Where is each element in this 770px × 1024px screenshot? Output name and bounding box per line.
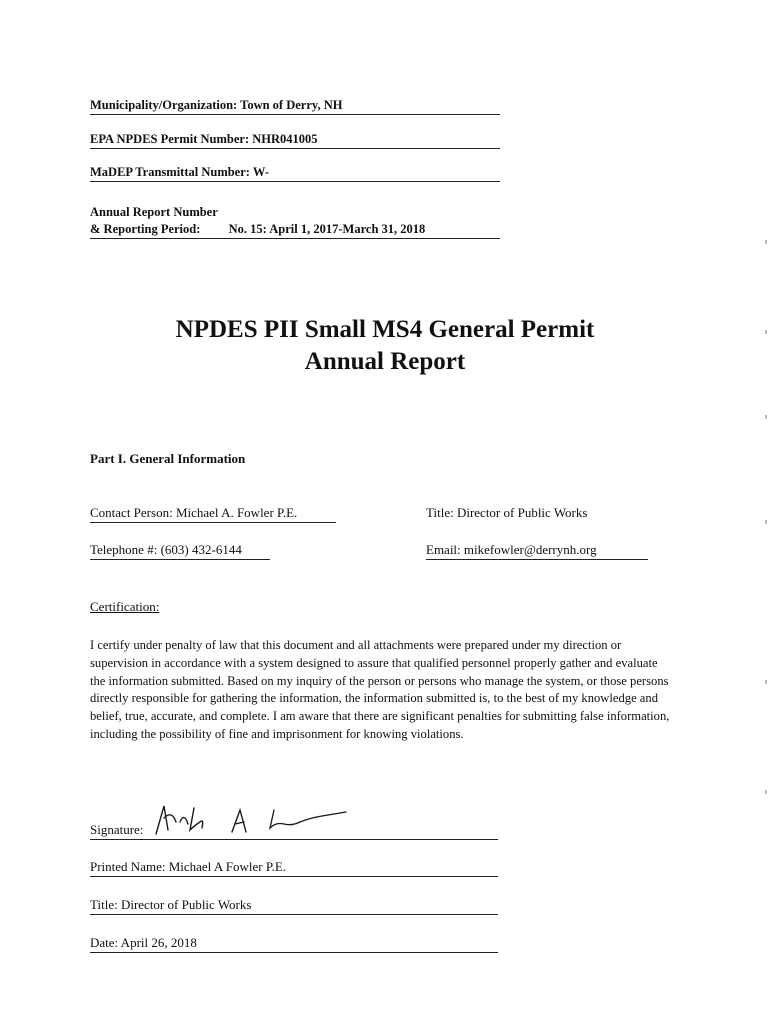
epa-permit-value: NHR041005: [252, 132, 318, 146]
scan-artifact: [765, 415, 767, 419]
municipality-label: Municipality/Organization:: [90, 98, 238, 112]
email-value: mikefowler@derrynh.org: [463, 542, 597, 557]
signer-title-line: Title: Director of Public Works: [90, 897, 498, 915]
reporting-period-label: & Reporting Period:: [90, 222, 201, 236]
contact-title-label: Title:: [426, 505, 454, 520]
report-title-line2: Annual Report: [304, 348, 466, 375]
scan-artifact: [765, 790, 767, 794]
contact-title-value: Director of Public Works: [456, 505, 588, 520]
municipality-line: [90, 97, 500, 115]
scan-artifact: [765, 680, 767, 684]
annual-report-label-1: Annual Report Number: [90, 205, 218, 219]
handwritten-signature: [150, 800, 360, 840]
epa-permit-line: [90, 131, 500, 149]
report-title-line1: NPDES PII Small MS4 General Permit: [175, 316, 595, 343]
certification-heading: Certification:: [90, 599, 160, 614]
reporting-period-line: [90, 221, 500, 239]
contact-person-line: [90, 505, 336, 523]
contact-title-line: [426, 505, 626, 522]
telephone-value: (603) 432-6144: [160, 542, 242, 557]
date-line: Date: April 26, 2018: [90, 935, 498, 953]
email-label: Email:: [426, 542, 461, 557]
scan-artifact: [765, 240, 767, 244]
scan-artifact: [765, 520, 767, 524]
madep-transmittal-label: MaDEP Transmittal Number:: [90, 165, 250, 179]
telephone-line: [90, 542, 270, 560]
epa-permit-label: EPA NPDES Permit Number:: [90, 132, 250, 146]
telephone-label: Telephone #:: [90, 542, 158, 557]
contact-person-label: Contact Person:: [90, 505, 173, 520]
email-line: [426, 542, 648, 560]
reporting-period-value: No. 15: April 1, 2017-March 31, 2018: [228, 222, 426, 236]
municipality-value: Town of Derry, NH: [240, 98, 343, 112]
certification-body: I certify under penalty of law that this document and all attachments were prepared under my direction or supervision in accordance with a system designed to assure that qualified personnel properly gather and evaluate the information submitted. Based on my inquiry of the person or persons who manage the system, or those persons directly responsible for gathering the information, the information submitted is, to the best of my knowledge and belief, true, accurate, and complete. I am aware that there are significant penalties for submitting false information, including the possibility of fine and imprisonment for knowing violations.: [90, 638, 670, 741]
part1-heading: Part I. General Information: [90, 451, 246, 466]
madep-transmittal-value: W-: [252, 165, 270, 179]
contact-person-value: Michael A. Fowler P.E.: [175, 505, 298, 520]
signature-label: Signature:: [90, 822, 144, 837]
scan-artifact: [765, 330, 767, 334]
printed-name-line: Printed Name: Michael A Fowler P.E.: [90, 859, 498, 877]
madep-transmittal-line: [90, 164, 500, 182]
